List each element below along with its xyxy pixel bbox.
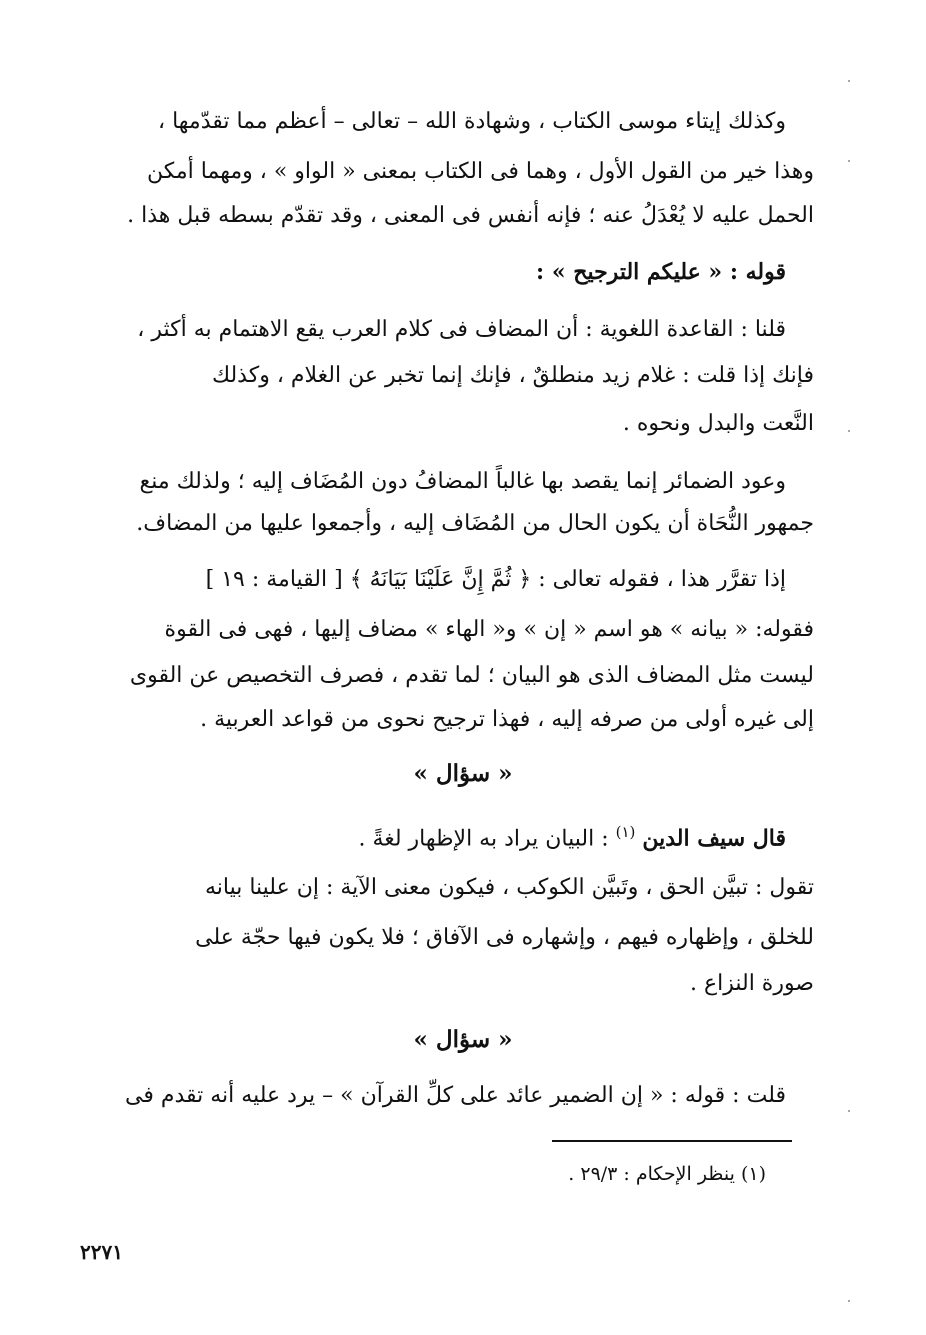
- text-line: [108, 816, 814, 855]
- text-line: قوله : « عليكم الترجيح » :: [536, 259, 786, 285]
- question-text: : البيان يراد به الإظهار لغةً .: [358, 826, 609, 852]
- margin-mark: [848, 160, 850, 162]
- text-line: تقول : تبيَّن الحق ، وتَبيَّن الكوكب ، فيكون معنى الآية : إن علينا بيانه: [204, 875, 814, 900]
- text-line: للخلق ، وإظهاره فيهم ، وإشهاره فى الآفاق ؛ فلا يكون فيها حجّة على: [195, 925, 814, 950]
- section-heading: « سؤال »: [413, 760, 513, 787]
- text-line: وعود الضمائر إنما يقصد بها غالباً المضافُ دون المُضَاف إليه ؛ ولذلك منع: [139, 469, 786, 494]
- footnote-divider: [552, 1140, 792, 1142]
- text-line: قلت : قوله : « إن الضمير عائد على كلِّ القرآن » – يرد عليه أنه تقدم فى: [124, 1083, 786, 1108]
- text-line: إذا تقرَّر هذا ، فقوله تعالى : ﴿ ثُمَّ إِنَّ عَلَيْنَا بَيَانَهُ ﴾ [ القيامة : ١٩ ]: [205, 567, 786, 592]
- text-line: صورة النزاع .: [689, 971, 814, 996]
- text-line: وهذا خير من القول الأول ، وهما فى الكتاب بمعنى « الواو » ، ومهما أمكن: [146, 159, 814, 184]
- page-number: ٢٢٧١: [80, 1240, 123, 1264]
- margin-mark: [848, 430, 850, 432]
- text-line: جمهور النُّحَاة أن يكون الحال من المُضَاف إليه ، وأجمعوا عليها من المضاف.: [136, 511, 814, 536]
- section-heading: « سؤال »: [413, 1026, 513, 1053]
- footnote-ref: (١): [615, 823, 636, 841]
- text-line: فقوله: « بيانه » هو اسم « إن » و« الهاء » مضاف إليها ، فهى فى القوة: [164, 617, 814, 642]
- text-line: الحمل عليه لا يُعْدَلُ عنه ؛ فإنه أنفس فى المعنى ، وقد تقدّم بسطه قبل هذا .: [127, 203, 814, 228]
- margin-mark: [848, 1110, 850, 1112]
- text-line: وكذلك إيتاء موسى الكتاب ، وشهادة الله – تعالى – أعظم مما تقدّمها ،: [157, 109, 786, 134]
- margin-mark: [848, 80, 850, 82]
- text-line: فإنك إذا قلت : غلام زيد منطلقٌ ، فإنك إنما تخبر عن الغلام ، وكذلك: [211, 363, 814, 388]
- text-line: قلنا : القاعدة اللغوية : أن المضاف فى كلام العرب يقع الاهتمام به أكثر ،: [137, 317, 786, 342]
- margin-mark: [848, 1300, 850, 1302]
- text-line: إلى غيره أولى من صرفه إليه ، فهذا ترجيح نحوى من قواعد العربية .: [200, 707, 814, 732]
- text-line: النَّعت والبدل ونحوه .: [622, 411, 814, 436]
- footnote: (١) ينظر الإحكام : ٢٩/٣ .: [568, 1163, 766, 1185]
- speaker-name: قال سيف الدين: [642, 825, 786, 852]
- text-line: ليست مثل المضاف الذى هو البيان ؛ لما تقدم ، فصرف التخصيص عن القوى: [129, 663, 814, 688]
